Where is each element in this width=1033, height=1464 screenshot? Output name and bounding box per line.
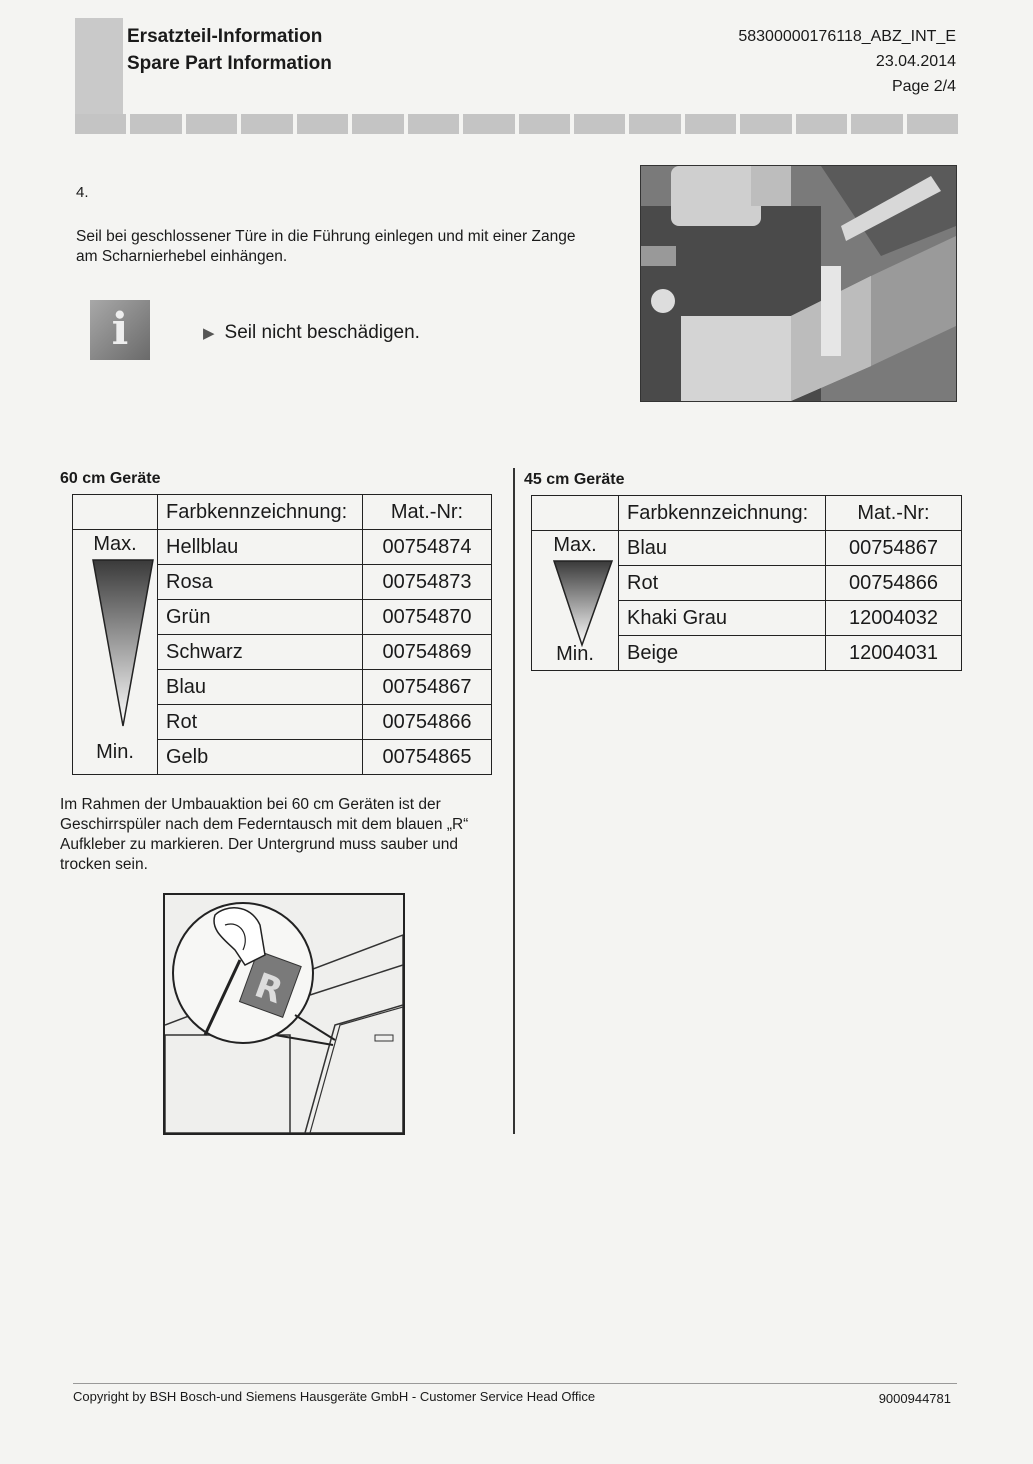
table60: [72, 494, 492, 775]
color-cell: Rosa: [158, 565, 363, 600]
step-instruction: Seil bei geschlossener Türe in die Führung einlegen und mit einer Zange am Scharnierhebel einhängen.: [76, 228, 576, 265]
document-date: 23.04.2014: [875, 53, 956, 70]
max-label: Max.: [93, 533, 137, 555]
footer-copyright: Copyright by BSH Bosch-und Siemens Hausgeräte GmbH - Customer Service Head Office: [73, 1389, 596, 1404]
table60-title: 60 cm Geräte: [60, 470, 161, 487]
col-mat-header: Mat.-Nr:: [826, 496, 962, 531]
document-id: 58300000176118_ABZ_INT_E: [738, 28, 956, 45]
mat-cell: 12004031: [826, 636, 962, 671]
mat-cell: 00754866: [826, 566, 962, 601]
hinge-photo: [640, 165, 957, 402]
mat-cell: 00754867: [363, 670, 492, 705]
min-label: Min.: [96, 741, 134, 763]
mat-cell: 12004032: [826, 601, 962, 636]
table-row: [532, 531, 962, 566]
mat-cell: 00754873: [363, 565, 492, 600]
footer-document-number: 9000944781: [878, 1391, 951, 1406]
mat-cell: 00754866: [363, 705, 492, 740]
color-cell: Blau: [158, 670, 363, 705]
color-cell: Grün: [158, 600, 363, 635]
gradient-indicator: [73, 530, 158, 775]
mat-cell: 00754869: [363, 635, 492, 670]
table-row: [73, 530, 492, 565]
header-title-en: Spare Part Information: [127, 53, 332, 74]
color-cell: Rot: [158, 705, 363, 740]
color-cell: Schwarz: [158, 635, 363, 670]
col-mat-header: Mat.-Nr:: [363, 495, 492, 530]
sticker-illustration: [163, 893, 405, 1135]
color-cell: Hellblau: [158, 530, 363, 565]
color-cell: Beige: [619, 636, 826, 671]
page-number: Page 2/4: [891, 78, 956, 95]
color-cell: Blau: [619, 531, 826, 566]
table-header-row: [73, 495, 492, 530]
table45: [531, 495, 962, 671]
header-title-de: Ersatzteil-Information: [127, 26, 323, 47]
gradient-triangle-icon: [552, 559, 614, 647]
table45-title: 45 cm Geräte: [524, 471, 625, 488]
note-text: ▶ Seil nicht beschädigen.: [203, 322, 420, 343]
footer-divider: [73, 1383, 957, 1384]
color-cell: Rot: [619, 566, 826, 601]
info-icon: i: [90, 300, 150, 360]
sticker-instruction-paragraph: Im Rahmen der Umbauaktion bei 60 cm Geräten ist der Geschirrspüler nach dem Federntausch mit dem blauen „R“ Aufkleber zu markieren. Der Untergrund muss sauber und trocken sein.: [60, 796, 469, 873]
column-divider: [513, 468, 515, 1134]
triangle-bullet-icon: ▶: [203, 325, 215, 342]
mat-cell: 00754867: [826, 531, 962, 566]
gradient-indicator: [532, 531, 619, 671]
color-cell: Gelb: [158, 740, 363, 775]
step-number: 4.: [76, 184, 89, 201]
mat-cell: 00754865: [363, 740, 492, 775]
min-label: Min.: [556, 643, 594, 665]
header-bar: [75, 114, 958, 134]
color-cell: Khaki Grau: [619, 601, 826, 636]
gradient-triangle-icon: [91, 558, 155, 728]
max-label: Max.: [553, 534, 597, 556]
mat-cell: 00754870: [363, 600, 492, 635]
sticker-r-icon: R: [249, 965, 288, 1013]
col-color-header: Farbkennzeichnung:: [158, 495, 363, 530]
table-header-row: [532, 496, 962, 531]
col-color-header: Farbkennzeichnung:: [619, 496, 826, 531]
mat-cell: 00754874: [363, 530, 492, 565]
